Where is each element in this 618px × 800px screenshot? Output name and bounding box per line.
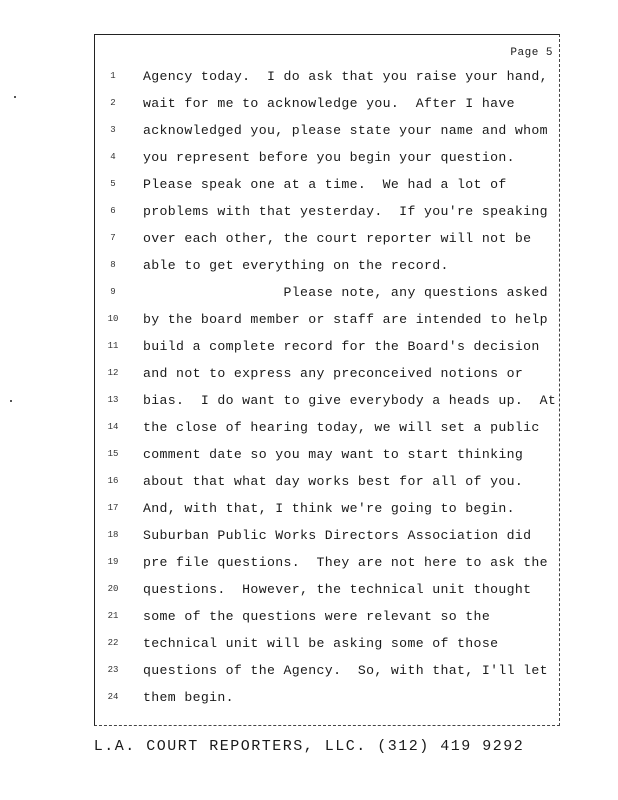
transcript-line — [95, 171, 559, 198]
transcript-line — [95, 441, 559, 468]
line-text: by the board member or staff are intended to help — [143, 312, 548, 327]
page-number: Page 5 — [510, 47, 553, 59]
transcript-line — [95, 90, 559, 117]
line-number: 9 — [110, 287, 116, 297]
line-text: Please speak one at a time. We had a lot of — [143, 177, 507, 192]
transcript-line — [95, 333, 559, 360]
line-number: 11 — [107, 341, 119, 351]
transcript-line — [95, 225, 559, 252]
line-number: 20 — [107, 584, 119, 594]
transcript-line — [95, 522, 559, 549]
transcript-line — [95, 549, 559, 576]
transcript-line — [95, 63, 559, 90]
scan-speck — [10, 400, 12, 402]
line-number: 24 — [107, 692, 119, 702]
line-text: able to get everything on the record. — [143, 258, 449, 273]
line-number: 23 — [107, 665, 119, 675]
transcript-line — [95, 657, 559, 684]
line-text: Agency today. I do ask that you raise your hand, — [143, 69, 548, 84]
transcript-line — [95, 576, 559, 603]
transcript-line — [95, 468, 559, 495]
line-number: 7 — [110, 233, 116, 243]
transcript-line — [95, 144, 559, 171]
scan-speck — [14, 96, 16, 98]
line-text: bias. I do want to give everybody a heads up. At — [143, 393, 557, 408]
line-text: some of the questions were relevant so the — [143, 609, 491, 624]
transcript-page — [94, 34, 560, 726]
line-text: over each other, the court reporter will not be — [143, 231, 532, 246]
transcript-line — [95, 117, 559, 144]
reporter-footer: L.A. COURT REPORTERS, LLC. (312) 419 9292 — [93, 738, 525, 755]
transcript-line — [95, 630, 559, 657]
transcript-line — [95, 387, 559, 414]
line-text: questions. However, the technical unit thought — [143, 582, 532, 597]
line-text: acknowledged you, please state your name and whom — [143, 123, 548, 138]
line-number: 15 — [107, 449, 119, 459]
line-number: 17 — [107, 503, 119, 513]
line-text: Suburban Public Works Directors Association did — [143, 528, 532, 543]
line-text: about that what day works best for all of you. — [143, 474, 524, 489]
line-text: the close of hearing today, we will set a public — [143, 420, 540, 435]
line-number: 5 — [110, 179, 116, 189]
line-text: wait for me to acknowledge you. After I have — [143, 96, 515, 111]
transcript-line — [95, 603, 559, 630]
transcript-line — [95, 360, 559, 387]
line-number: 3 — [110, 125, 116, 135]
line-text: technical unit will be asking some of those — [143, 636, 499, 651]
line-number: 19 — [107, 557, 119, 567]
transcript-line — [95, 198, 559, 225]
transcript-line — [95, 252, 559, 279]
line-number: 22 — [107, 638, 119, 648]
line-number: 14 — [107, 422, 119, 432]
line-text: them begin. — [143, 690, 234, 705]
line-number: 10 — [107, 314, 119, 324]
line-text: problems with that yesterday. If you're speaking — [143, 204, 548, 219]
transcript-line — [95, 495, 559, 522]
line-number: 8 — [110, 260, 116, 270]
line-number: 13 — [107, 395, 119, 405]
transcript-line — [95, 279, 559, 306]
line-number: 4 — [110, 152, 116, 162]
line-number: 1 — [110, 71, 116, 81]
line-text: pre file questions. They are not here to ask the — [143, 555, 548, 570]
transcript-lines — [95, 63, 559, 711]
transcript-line — [95, 414, 559, 441]
line-text: you represent before you begin your question. — [143, 150, 515, 165]
line-number: 18 — [107, 530, 119, 540]
transcript-line — [95, 306, 559, 333]
line-number: 21 — [107, 611, 119, 621]
line-number: 16 — [107, 476, 119, 486]
line-number: 12 — [107, 368, 119, 378]
line-text: build a complete record for the Board's decision — [143, 339, 540, 354]
line-number: 6 — [110, 206, 116, 216]
line-text: Please note, any questions asked — [143, 285, 548, 300]
line-text: and not to express any preconceived notions or — [143, 366, 524, 381]
line-number: 2 — [110, 98, 116, 108]
line-text: And, with that, I think we're going to begin. — [143, 501, 515, 516]
transcript-line — [95, 684, 559, 711]
line-text: comment date so you may want to start thinking — [143, 447, 524, 462]
line-text: questions of the Agency. So, with that, I'll let — [143, 663, 548, 678]
